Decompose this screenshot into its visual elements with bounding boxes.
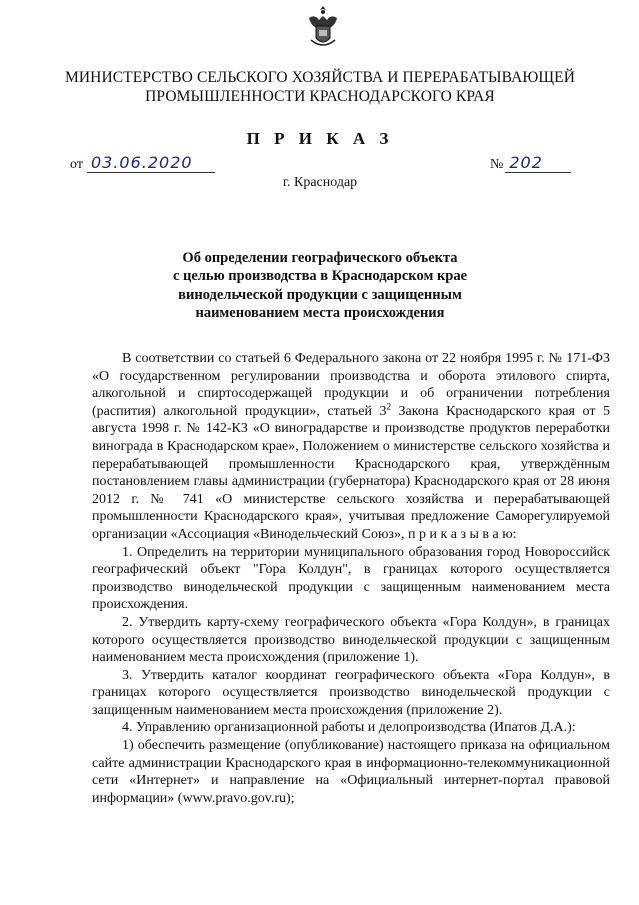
subject-line-3: винодельческой продукции с защищенным bbox=[178, 286, 462, 303]
subject-line-4: наименованием места происхождения bbox=[195, 305, 445, 322]
item-1-paragraph: 1. Определить на территории муниципального образования город Новороссийск географический объект "Гора Колдун", в границах которого осуществляется производство винодельческой продукции с защищенным наименованием места происхождения. bbox=[92, 544, 610, 613]
order-body bbox=[92, 350, 610, 807]
order-title: П Р И К А З bbox=[246, 129, 394, 148]
item-4-paragraph: 4. Управлению организационной работы и делопроизводства (Ипатов Д.А.): bbox=[122, 720, 576, 736]
ministry-line-1: МИНИСТЕРСТВО СЕЛЬСКОГО ХОЗЯЙСТВА И ПЕРЕРАБАТЫВАЮЩЕЙ bbox=[64, 69, 575, 86]
order-number-value: 202 bbox=[505, 153, 571, 173]
order-number bbox=[490, 153, 571, 173]
order-date bbox=[70, 153, 215, 173]
order-date-value: 03.06.2020 bbox=[87, 153, 215, 173]
item-3-paragraph: 3. Утвердить каталог координат географического объекта «Гора Колдун», в границах которого осуществляется производство винодельческой продукции с защищенным наименованием места происхождения (приложение 2). bbox=[92, 667, 610, 718]
item-4-1-paragraph: 1) обеспечить размещение (опубликование) настоящего приказа на официальном сайте администрации Краснодарского края в информационно-телекоммуникационной сети «Интернет» и направление на «Официальный интернет-портал правовой информации» (www.pravo.gov.ru); bbox=[92, 738, 610, 806]
preamble-paragraph bbox=[92, 350, 610, 544]
ministry-name bbox=[60, 68, 580, 106]
subject-line-1: Об определении географического объекта bbox=[182, 250, 458, 266]
number-prefix: № bbox=[490, 157, 504, 172]
date-prefix: от bbox=[70, 157, 83, 172]
preamble-part-1: В соответствии со статьей 6 Федерального закона от 22 ноября 1995 г. № 171-ФЗ «О государственном регулировании производства и оборота этилового спирта, алкогольной и спиртосодержащей продукции и об ограничении потребления (распития) алкогольной продукции», статьей 3 bbox=[92, 351, 610, 419]
order-subject bbox=[140, 249, 500, 323]
article-superscript: 2 bbox=[386, 401, 391, 412]
item-2-paragraph: 2. Утвердить карту-схему географического объекта «Гора Колдун», в границах которого осуществляется производство винодельческой продукции с защищенным наименованием места происхождения (приложение 1). bbox=[92, 614, 610, 666]
preamble-part-2: Закона Краснодарского края от 5 августа 1998 г. № 142-КЗ «О виноградарстве и производстве продуктов переработки винограда в Краснодарском крае», Положением о министерстве сельского хозяйства и перерабатывающей промышленности Краснодарского края, утверждённым постановлением главы администрации (губернатора) Краснодарского края от 28 июня 2012 г. № 741 «О министерстве сельского хозяйства и перерабатывающей промышленности Краснодарского края», учитывая предложение Саморегулируемой организации «Ассоциация «Винодельческий Союз», п р и к а з ы в а ю: bbox=[92, 403, 610, 542]
ministry-line-2: ПРОМЫШЛЕННОСТИ КРАСНОДАРСКОГО КРАЯ bbox=[145, 88, 495, 105]
coat-of-arms-icon bbox=[305, 4, 341, 50]
subject-line-2: с целью производства в Краснодарском крае bbox=[172, 268, 468, 285]
city: г. Краснодар bbox=[282, 175, 358, 190]
